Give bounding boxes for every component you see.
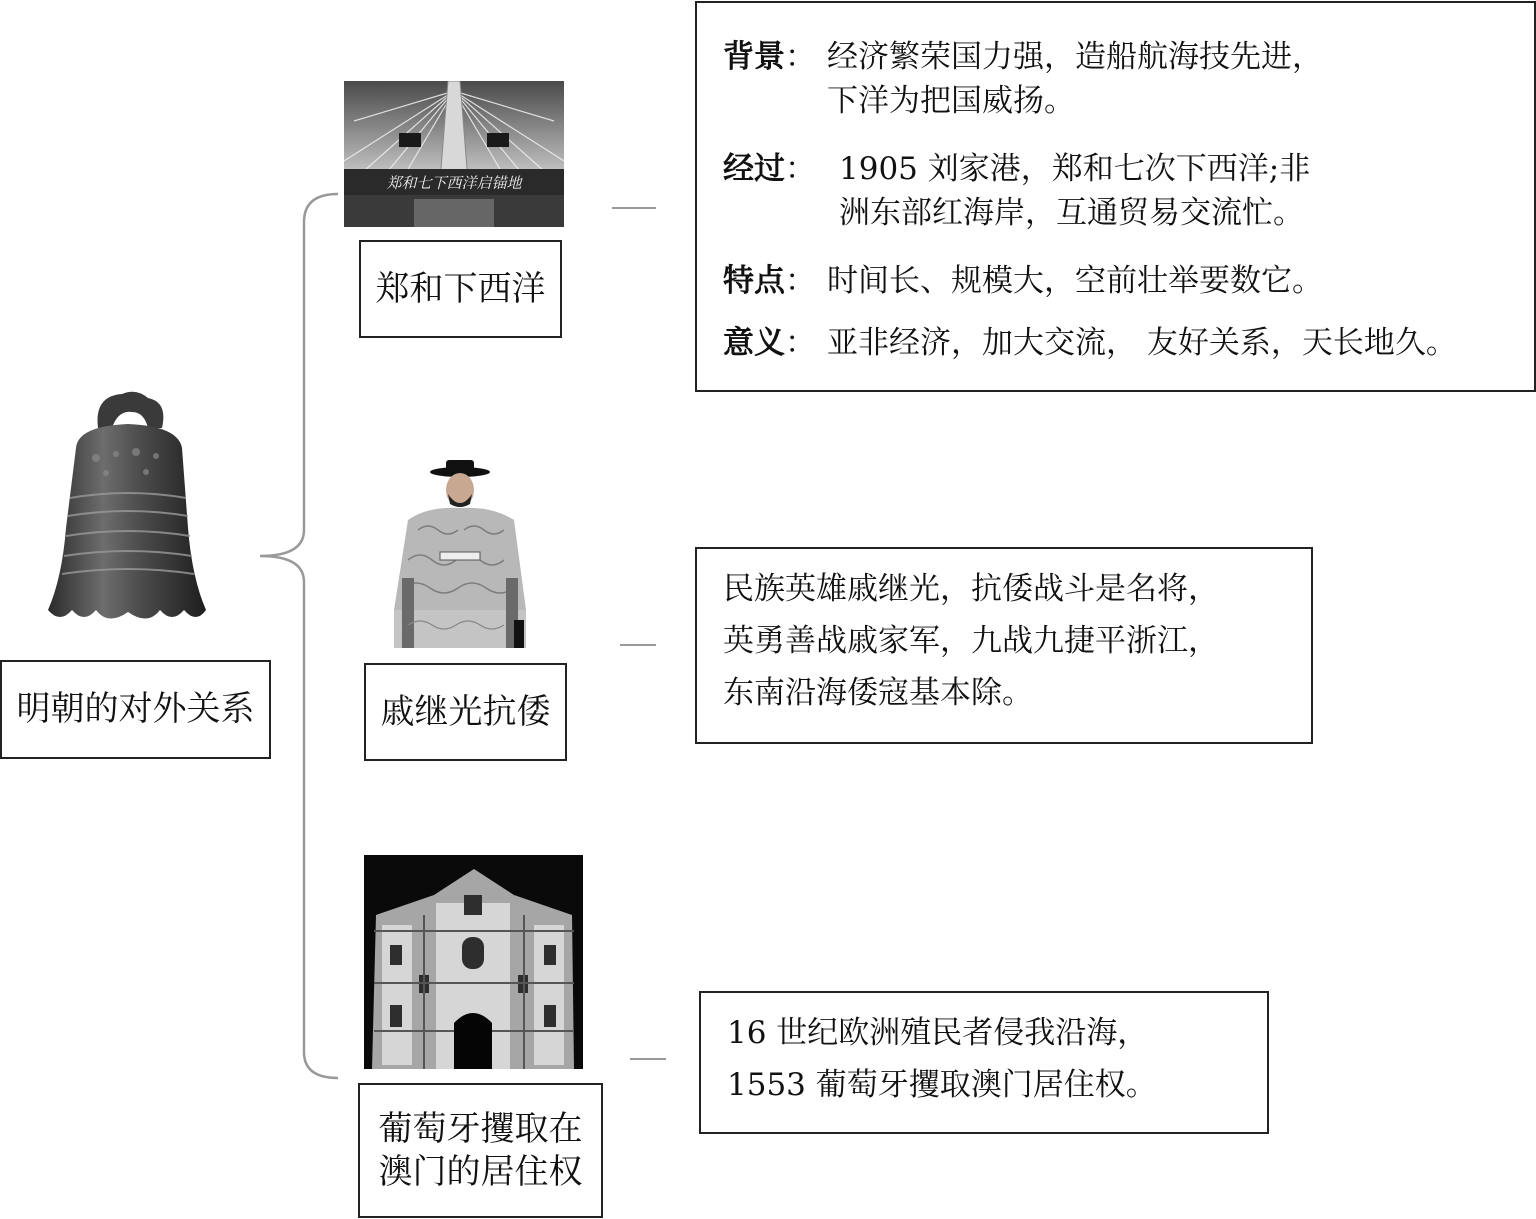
background-line2: 下洋为把国威扬。: [827, 83, 1075, 119]
process-key: 经过: [723, 151, 785, 187]
process-line2: 洲东部红海岸，互通贸易交流忙。: [839, 195, 1304, 231]
macau-label-box: [358, 1083, 603, 1218]
qi-jiguang-label-box: [364, 663, 567, 761]
zheng-he-label-box: [359, 240, 562, 338]
qi-line3: 东南沿海倭寇基本除。: [723, 675, 1033, 711]
monument-inscription: 郑和七下西洋启锚地: [386, 174, 522, 192]
macau-label-line1: 葡萄牙攫取在: [378, 1109, 583, 1149]
meaning-key: 意义: [723, 325, 785, 361]
root-label: 明朝的对外关系: [16, 689, 255, 730]
macau-line1: 16 世纪欧洲殖民者侵我沿海，: [727, 1015, 1149, 1051]
feature-key: 特点: [723, 263, 785, 299]
zheng-he-details-box: [695, 1, 1536, 392]
connector-dash-2: [620, 644, 656, 646]
qi-jiguang-portrait-icon: [388, 460, 533, 650]
qi-line2: 英勇善战戚家军，九战九捷平浙江，: [723, 623, 1219, 659]
macau-line2: 1553 葡萄牙攫取澳门居住权。: [727, 1067, 1157, 1103]
root-label-box: [0, 660, 271, 759]
macau-details-box: [699, 991, 1269, 1134]
qi-line1: 民族英雄戚继光，抗倭战斗是名将，: [723, 571, 1219, 607]
feature-line1: 时间长、规模大，空前壮举要数它。: [827, 263, 1323, 299]
background-key: 背景: [723, 39, 785, 75]
separator: ：: [785, 325, 816, 361]
connector-dash-1: [612, 207, 656, 209]
background-line1: 经济繁荣国力强，造船航海技先进，: [827, 39, 1323, 75]
qi-jiguang-label: 戚继光抗倭: [380, 691, 551, 732]
macau-label-line2: 澳门的居住权: [378, 1151, 583, 1192]
qi-jiguang-details-box: [695, 547, 1313, 744]
separator: ：: [785, 151, 816, 187]
bronze-bell-icon: [36, 388, 216, 628]
zheng-he-monument-icon: [344, 81, 564, 227]
ruins-of-st-pauls-icon: [364, 855, 583, 1069]
meaning-line1: 亚非经济，加大交流， 友好关系，天长地久。: [827, 325, 1457, 361]
zheng-he-label: 郑和下西洋: [375, 268, 546, 309]
process-line1: 1905 刘家港，郑和七次下西洋;非: [839, 151, 1311, 187]
connector-dash-3: [630, 1058, 666, 1060]
separator: ：: [785, 263, 816, 299]
separator: ：: [785, 39, 816, 75]
